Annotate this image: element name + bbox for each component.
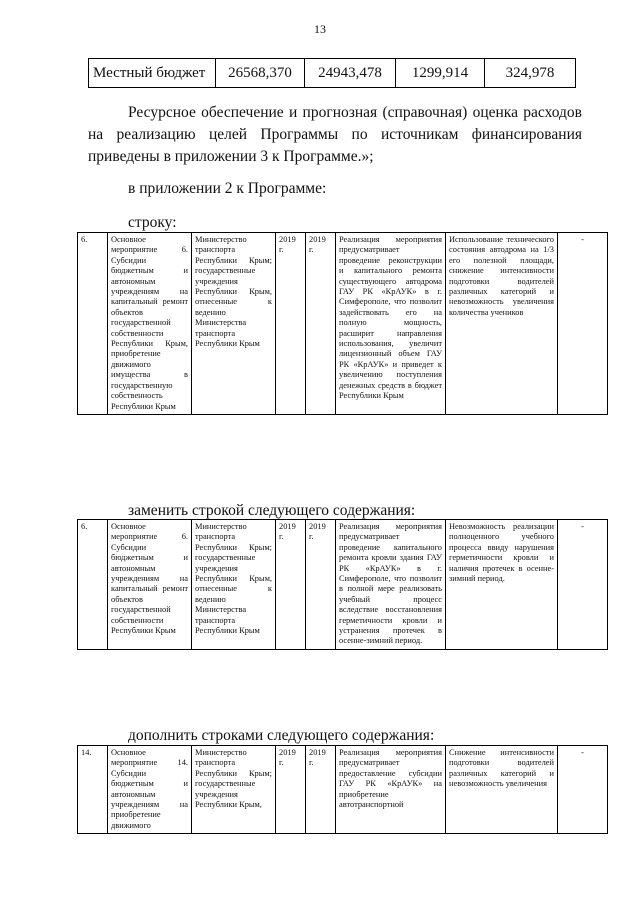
measure-table-added	[77, 745, 608, 834]
cell-executor: Министерство транспорта Республики Крым; государственные учреждения Республики Крым, отнесенные к ведению Министерства транспорта Республики Крым	[192, 520, 276, 650]
budget-value: 324,978	[485, 59, 576, 88]
budget-table	[88, 58, 576, 88]
cell-expected-result: Реализация мероприятия предусматривает предоставление субсидии ГАУ РК «КрАУК» на приобретение автотранспортной	[336, 746, 446, 834]
cell-indicator: -	[558, 746, 608, 834]
budget-value: 1299,914	[396, 59, 485, 88]
cell-expected-result: Реализация мероприятия предусматривает проведение капитального ремонта кровли здания ГАУ РК «КрАУК» в г. Симферополе, что позволит в полной мере реализовать учебный процесс вследствие восстановления герметичности кровли и устранения протечек в осенне-зимний период.	[336, 520, 446, 650]
table-row	[78, 746, 608, 834]
cell-consequences: Снижение интенсивности подготовки водителей различных категорий и невозможность увеличения	[446, 746, 558, 834]
cell-number: 6.	[78, 233, 108, 415]
cell-year-end: 2019 г.	[306, 746, 336, 834]
page-number: 13	[314, 22, 326, 36]
cell-year-start: 2019 г.	[276, 233, 306, 415]
cell-expected-result: Реализация мероприятия предусматривает проведение реконструкции и капитального ремонта существующего автодрома ГАУ РК «КрАУК» в г. Симферополе, что позволит задействовать его на полную мощность, расширит направления использования, увеличит лицензионный объем ГАУ РК «КрАУК» и приведет к увеличению поступления денежных средств в бюджет Республики Крым	[336, 233, 446, 415]
measure-table-new	[77, 519, 608, 650]
cell-indicator: -	[558, 520, 608, 650]
cell-indicator: -	[558, 233, 608, 415]
cell-year-start: 2019 г.	[276, 520, 306, 650]
cell-consequences: Невозможность реализации полноценного учебного процесса ввиду нарушения герметичности кровли и наличия протечек в осенне-зимний период.	[446, 520, 558, 650]
table-row	[78, 520, 608, 650]
lead-text-append: дополнить строками следующего содержания:	[128, 727, 435, 744]
cell-executor: Министерство транспорта Республики Крым; государственные учреждения Республики Крым, отнесенные к ведению Министерства транспорта Республики Крым	[192, 233, 276, 415]
cell-year-end: 2019 г.	[306, 520, 336, 650]
appendix-paragraph: в приложении 2 к Программе:	[128, 180, 327, 197]
budget-value: 26568,370	[216, 59, 305, 88]
measure-table-old	[77, 232, 608, 415]
cell-year-end: 2019 г.	[306, 233, 336, 415]
cell-measure-name: Основное мероприятие 6. Субсидии бюджетным и автономным учреждениям на капитальный ремонт объектов государственной собственности Республики Крым, приобретение движимого имущества в государственную собственность Республики Крым	[108, 233, 192, 415]
cell-executor: Министерство транспорта Республики Крым; государственные учреждения Республики Крым,	[192, 746, 276, 834]
budget-value: 24943,478	[305, 59, 396, 88]
cell-measure-name: Основное мероприятие 6. Субсидии бюджетным и автономным учреждениям на капитальный ремонт объектов государственной собственности Республики Крым	[108, 520, 192, 650]
table-row	[89, 59, 576, 88]
cell-number: 6.	[78, 520, 108, 650]
lead-text-row: строку:	[128, 214, 177, 231]
resource-paragraph: Ресурсное обеспечение и прогнозная (справочная) оценка расходов на реализацию целей Программы по источникам финансирования приведены в приложении 3 к Программе.»;	[88, 104, 582, 165]
lead-text-replace: заменить строкой следующего содержания:	[128, 502, 416, 519]
cell-consequences: Использование технического состояния автодрома на 1/3 его полезной площади, снижение интенсивности подготовки водителей различных категорий и невозможность увеличения количества учеников	[446, 233, 558, 415]
budget-label: Местный бюджет	[89, 59, 216, 88]
table-row	[78, 233, 608, 415]
cell-number: 14.	[78, 746, 108, 834]
cell-measure-name: Основное мероприятие 14. Субсидии бюджетным и автономным учреждениям на приобретение движимого	[108, 746, 192, 834]
cell-year-start: 2019 г.	[276, 746, 306, 834]
